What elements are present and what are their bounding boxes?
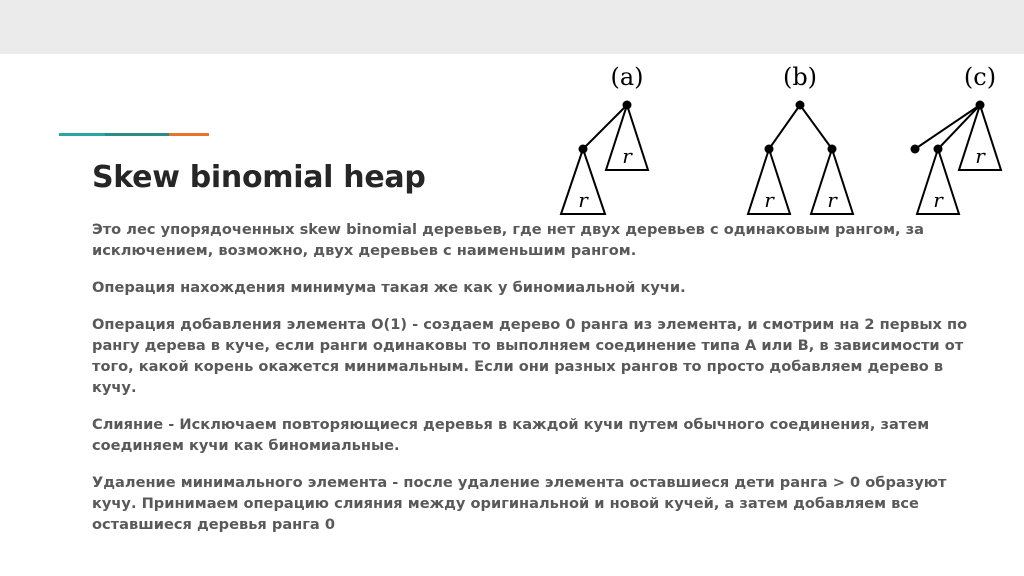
paragraph-definition: Это лес упорядоченных skew binomial деревьев, где нет двух деревьев с одинаковым рангом, за исключением, возможно, двух деревьев с наименьшим рангом.	[92, 221, 924, 259]
diagram-label-c: (c)	[963, 63, 997, 91]
accent-segment-teal	[59, 133, 105, 136]
paragraph-merge: Слияние - Исключаем повторяющиеся деревья в каждой кучи путем обычного соединения, затем соединяем кучи как биномиальные.	[92, 416, 930, 454]
paragraph-insert: Операция добавления элемента O(1) - создаем дерево 0 ранга из элемента, и смотрим на 2 первых по рангу дерева в куче, если ранги одинаковы то выполняем соединение типа A или B, в зависимости от того, какой корень окажется минимальным. Если они разных рангов то просто добавляем дерево в кучу.	[92, 316, 968, 396]
diagram-label-a: (a)	[610, 63, 644, 91]
subtree-label-c-middle: r	[933, 188, 943, 212]
slide-title: Skew binomial heap	[92, 160, 426, 195]
subtree-label-b-left: r	[764, 188, 774, 212]
skew-link-diagram	[550, 58, 1020, 224]
slide-body	[92, 219, 992, 551]
paragraph-delete-min: Удаление минимального элемента - после удаление элемента оставшиеся дети ранга > 0 образуют кучу. Принимаем операцию слияния между оригинальной и новой кучей, а затем добавляем все оставшиеся деревья ранга 0	[92, 474, 947, 533]
subtree-label-a-left: r	[578, 188, 588, 212]
paragraph-find-min: Операция нахождения минимума такая же как у биномиальной кучи.	[92, 279, 686, 296]
tree-diagrams	[550, 58, 1020, 224]
accent-line	[59, 133, 209, 136]
accent-segment-orange	[169, 133, 209, 136]
accent-segment-dark-teal	[105, 133, 169, 136]
subtree-label-a-right: r	[622, 144, 632, 168]
subtree-label-b-right: r	[827, 188, 837, 212]
diagram-label-b: (b)	[782, 63, 818, 91]
top-band	[0, 0, 1024, 54]
subtree-label-c-right: r	[975, 144, 985, 168]
